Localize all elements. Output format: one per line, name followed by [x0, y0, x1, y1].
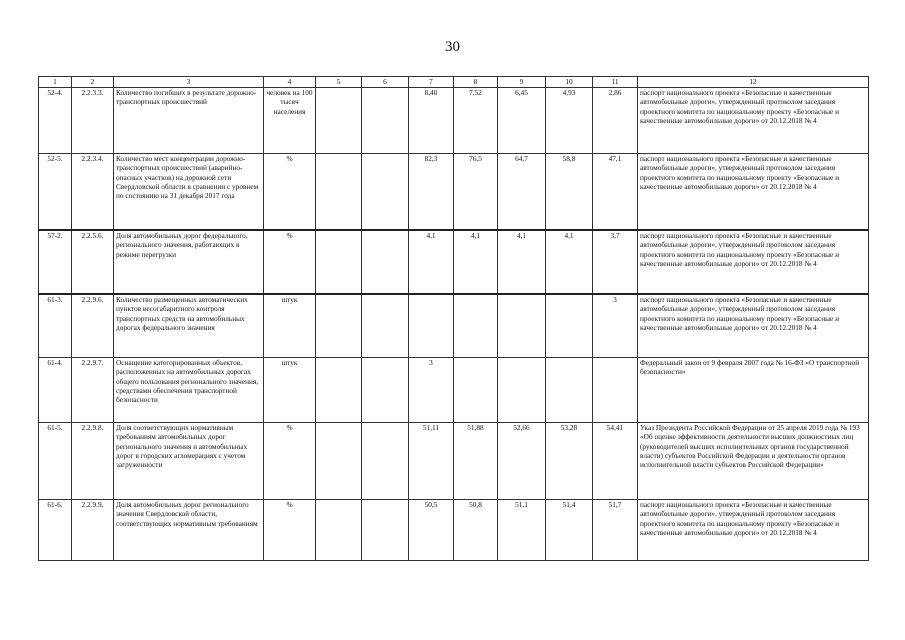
indicator-code: 2.2.9.8. — [72, 423, 114, 500]
source-cell: Федеральный закон от 9 февраля 2007 года № 16-ФЗ «О транспортной безопасности» — [638, 358, 869, 423]
column-header: 5 — [316, 77, 362, 88]
value-cell: 4,1 — [409, 230, 454, 294]
column-header: 1 — [39, 77, 72, 88]
value-cell: 6,45 — [498, 88, 546, 154]
value-cell — [498, 358, 546, 423]
value-cell — [362, 294, 409, 358]
value-cell — [454, 358, 498, 423]
table-row — [39, 500, 869, 561]
indicator-code: 2.2.5.6. — [72, 230, 114, 294]
unit-cell: штук — [264, 294, 316, 358]
column-header: 2 — [72, 77, 114, 88]
indicator-code: 2.2.9.7. — [72, 358, 114, 423]
row-number: 61-3. — [39, 294, 72, 358]
row-number: 52-5. — [39, 154, 72, 231]
value-cell: 8,40 — [409, 88, 454, 154]
value-cell — [316, 423, 362, 500]
unit-cell: штук — [264, 358, 316, 423]
value-cell — [498, 294, 546, 358]
value-cell — [454, 294, 498, 358]
column-header: 8 — [454, 77, 498, 88]
value-cell: 3 — [409, 358, 454, 423]
value-cell: 50,8 — [454, 500, 498, 561]
row-number: 61-5. — [39, 423, 72, 500]
column-header: 11 — [593, 77, 638, 88]
source-cell: паспорт национального проекта «Безопасные и качественные автомобильные дороги», утвержденный протоколом заседания проектного комитета по национальному проекту «Безопасные и качественные автомобильные дороги» от 20.12.2018 № 4 — [638, 230, 869, 294]
value-cell: 51,11 — [409, 423, 454, 500]
indicator-name: Количество размещенных автоматических пунктов весогабаритного контроля транспортных средств на автомобильных дорогах федерального значения — [114, 294, 264, 358]
value-cell: 58,8 — [546, 154, 593, 231]
value-cell: 4,1 — [498, 230, 546, 294]
value-cell — [546, 358, 593, 423]
page-number: 30 — [445, 39, 460, 55]
value-cell — [316, 358, 362, 423]
value-cell: 2,86 — [593, 88, 638, 154]
unit-cell: % — [264, 154, 316, 231]
indicator-code: 2.2.3.3. — [72, 88, 114, 154]
value-cell: 76,5 — [454, 154, 498, 231]
source-cell: Указ Президента Российской Федерации от 25 апреля 2019 года № 193 «Об оценке эффективности деятельности высших должностных лиц (руководителей высших исполнительных органов государственной власти) субъектов Российской Федерации и деятельности органов исполнительной власти субъектов Российской Федерации» — [638, 423, 869, 500]
value-cell: 4,93 — [546, 88, 593, 154]
source-cell: паспорт национального проекта «Безопасные и качественные автомобильные дороги», утвержденный протоколом заседания проектного комитета по национальному проекту «Безопасные и качественные автомобильные дороги» от 20.12.2018 № 4 — [638, 88, 869, 154]
unit-cell: % — [264, 500, 316, 561]
unit-cell: % — [264, 230, 316, 294]
source-cell: паспорт национального проекта «Безопасные и качественные автомобильные дороги», утвержденный протоколом заседания проектного комитета по национальному проекту «Безопасные и качественные автомобильные дороги» от 20.12.2018 № 4 — [638, 154, 869, 231]
value-cell: 82,3 — [409, 154, 454, 231]
value-cell — [362, 230, 409, 294]
row-number: 61-6. — [39, 500, 72, 561]
indicator-name: Количество погибших в результате дорожно-транспортных происшествий — [114, 88, 264, 154]
unit-cell: человек на 100 тысяч населения — [264, 88, 316, 154]
value-cell: 51,7 — [593, 500, 638, 561]
value-cell: 51,4 — [546, 500, 593, 561]
indicator-name: Оснащение категорированных объектов, расположенных на автомобильных дорогах общего пользования регионального значения, средствами обеспечения транспортной безопасности — [114, 358, 264, 423]
value-cell: 52,66 — [498, 423, 546, 500]
value-cell: 4,1 — [454, 230, 498, 294]
value-cell: 3 — [593, 294, 638, 358]
row-number: 52-4. — [39, 88, 72, 154]
column-header: 12 — [638, 77, 869, 88]
value-cell — [316, 154, 362, 231]
indicator-name: Количество мест концентрации дорожно-транспортных происшествий (аварийно-опасных участков) на дорожной сети Свердловской области в сравнении с уровнем по состоянию на 31 декабря 2017 года — [114, 154, 264, 231]
value-cell: 51,88 — [454, 423, 498, 500]
column-header: 10 — [546, 77, 593, 88]
value-cell — [362, 500, 409, 561]
indicator-code: 2.2.9.9. — [72, 500, 114, 561]
column-header: 7 — [409, 77, 454, 88]
table-row — [39, 154, 869, 231]
source-cell: паспорт национального проекта «Безопасные и качественные автомобильные дороги», утвержденный протоколом заседания проектного комитета по национальному проекту «Безопасные и качественные автомобильные дороги» от 20.12.2018 № 4 — [638, 500, 869, 561]
unit-cell: % — [264, 423, 316, 500]
value-cell — [316, 88, 362, 154]
column-header: 9 — [498, 77, 546, 88]
value-cell: 64,7 — [498, 154, 546, 231]
value-cell — [409, 294, 454, 358]
value-cell: 7,52 — [454, 88, 498, 154]
indicator-code: 2.2.3.4. — [72, 154, 114, 231]
indicators-table — [38, 76, 869, 561]
value-cell: 51,1 — [498, 500, 546, 561]
indicator-name: Доля автомобильных дорог регионального значения Свердловской области, соответствующих нормативным требованиям — [114, 500, 264, 561]
value-cell — [362, 154, 409, 231]
indicator-code: 2.2.9.6. — [72, 294, 114, 358]
value-cell: 54,41 — [593, 423, 638, 500]
row-number: 57-2. — [39, 230, 72, 294]
value-cell — [546, 294, 593, 358]
table-row — [39, 423, 869, 500]
value-cell: 3,7 — [593, 230, 638, 294]
value-cell — [316, 230, 362, 294]
value-cell — [593, 358, 638, 423]
indicator-name: Доля соответствующих нормативным требованиям автомобильных дорог регионального значения и автомобильных дорог в городских агломерациях с учетом загруженности — [114, 423, 264, 500]
value-cell: 4,1 — [546, 230, 593, 294]
value-cell — [316, 294, 362, 358]
header-row — [39, 77, 869, 88]
table-row — [39, 294, 869, 358]
column-header: 3 — [114, 77, 264, 88]
value-cell — [362, 358, 409, 423]
table-row — [39, 358, 869, 423]
table-row — [39, 230, 869, 294]
value-cell: 50,5 — [409, 500, 454, 561]
table-row — [39, 88, 869, 154]
value-cell — [316, 500, 362, 561]
source-cell: паспорт национального проекта «Безопасные и качественные автомобильные дороги», утвержденный протоколом заседания проектного комитета по национальному проекту «Безопасные и качественные автомобильные дороги» от 20.12.2018 № 4 — [638, 294, 869, 358]
column-header: 6 — [362, 77, 409, 88]
value-cell: 47,1 — [593, 154, 638, 231]
row-number: 61-4. — [39, 358, 72, 423]
column-header: 4 — [264, 77, 316, 88]
indicator-name: Доля автомобильных дорог федерального, регионального значения, работающих в режиме перегрузки — [114, 230, 264, 294]
value-cell: 53,28 — [546, 423, 593, 500]
value-cell — [362, 423, 409, 500]
value-cell — [362, 88, 409, 154]
